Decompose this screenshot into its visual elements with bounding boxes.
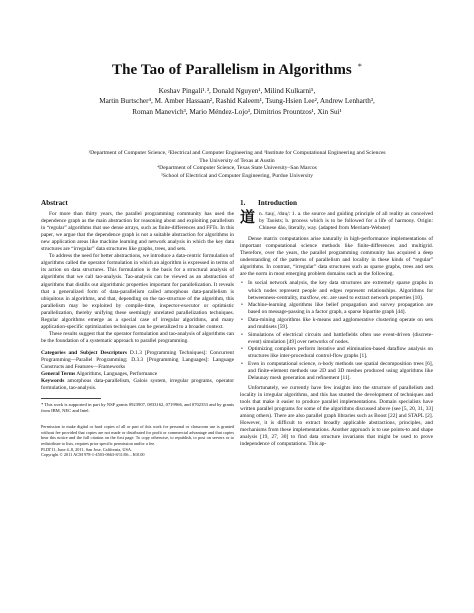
right-column [240, 200, 433, 449]
list-item: • Data-mining algorithms like k-means and agglomerative clustering operate on sets and multisets [59]. [248, 317, 433, 331]
intro-heading [240, 200, 433, 207]
affiliation-line: ¹Department of Computer Science, ²Electrical and Computer Engineering and ³Institute for Computational Engineering and Sciences [88, 150, 386, 156]
section-number: 1. [240, 199, 246, 207]
affiliation-line: ⁴Department of Computer Science, Texas State University–San Marcos [157, 165, 317, 172]
affiliation-line: The University of Texas at Austin [199, 157, 275, 164]
terms-line [41, 371, 234, 378]
affiliation-list [40, 150, 434, 180]
keywords-line [41, 378, 234, 392]
abstract-heading: Abstract [41, 199, 68, 207]
list-item: • Simulations of electrical circuits and battlefields often use event-driven (discrete-event) simulation [49] over networks of nodes. [248, 332, 433, 346]
list-item: • Machine-learning algorithms like belief propagation and survey propagation are based on message-passing in a factor graph, a sparse bipartite graph [44]. [248, 302, 433, 316]
permission-block [41, 424, 234, 458]
keywords-heading: Keywords [41, 378, 65, 385]
list-item: • In social network analysis, the key data structures are extremely sparse graphs in which nodes represent people and edges represent relationships. Algorithms for betweenness-centrality, maxflow, etc. are used to extract network properties [10]. [248, 280, 433, 301]
categories-block [41, 350, 234, 392]
author-line: Martin Burtscher⁴, M. Amber Hassaan², Rashid Kaleem¹, Tsung-Hsien Lee², Andrew Lenharth³, [99, 97, 375, 106]
copyright-line: Copyright © 2011 ACM 978-1-4503-0663-8/11/06... $10.00 [41, 452, 145, 458]
abstract-paragraph: These results suggest that the operator formulation and tao-analysis of algorithms can be the foundation of a systematic approach to parallel programming. [41, 330, 234, 344]
affiliation-line: ⁵School of Electrical and Computer Engineering, Purdue University [160, 172, 313, 179]
list-item: • Even in computational science, n-body methods use spatial decomposition trees [6], and finite-element methods use 2D and 3D meshes produced using algorithms like Delaunay mesh generation and refinement [11]. [248, 361, 433, 382]
left-column [41, 200, 234, 458]
categories-text: D.1.3 [Programming Techniques]: Concurrent Programming—Parallel Programming; D.3.3 [Programming Languages]: Language Constructs and Features—Frameworks [41, 349, 234, 371]
footnote-rule [41, 398, 101, 399]
terms-text: Algorithms, Languages, Performance [76, 371, 158, 378]
intro-paragraph: Unfortunately, we currently have few insights into the structure of parallelism and locality in irregular algorithms, and this has stunted the development of techniques and tools that make it easier to produce parallel implementations. Domain specialists have written parallel programs for some of the algorithms discussed above (see [5, 20, 31, 33] among others). There are also parallel graph libraries such as Boost [22] and STAPL [2]. However, it is difficult to extract broadly applicable abstractions, principles, and mechanisms from these implementations. Another approach is to use points-to and shape analysis [19, 27, 30] to find data structure invariants that might be used to prove independence of computations. This ap- [240, 385, 433, 448]
categories-heading: Categories and Subject Descriptors [41, 349, 127, 356]
funding-footnote: * This work is supported in part by NSF grants 0923907, 0833162, 0719966, and 0702353 and by grants from IBM, NEC and Intel. [41, 402, 234, 414]
author-line: Roman Manevich³, Mario Méndez-Lojo³, Dimitrios Prountzos¹, Xin Sui¹ [132, 107, 342, 116]
keywords-text: amorphous data-parallelism, Galois system, irregular programs, operator formulation, tao-analysis. [41, 378, 234, 392]
categories-line [41, 350, 234, 371]
list-item: • Optimizing compilers perform iterative and elimination-based dataflow analysis on structures like inter-procedural control-flow graphs [1]. [248, 346, 433, 360]
title-footnote-mark: * [357, 62, 362, 71]
conference-line: PLDI'11, June 4–8, 2011, San Jose, California, USA. [41, 446, 133, 452]
domain-list [240, 280, 433, 382]
paper-title [0, 62, 474, 79]
author-list [40, 86, 434, 117]
section-title: Introduction [258, 199, 298, 207]
abstract-paragraph: For more than thirty years, the parallel programming community has used the dependence graph as the main abstraction for reasoning about and exploiting parallelism in “regular” algorithms that use dense arrays, such as finite-differences and FFTs. In this paper, we argue that the dependence graph is not a suitable abstraction for algorithms in new application areas like machine learning and network analysis in which the key data structures are “irregular” data structures like graphs, trees, and sets. [41, 211, 234, 253]
intro-paragraph: Dense matrix computations arise naturally in high-performance implementations of important computational science methods like finite-differences and multigrid. Therefore, over the years, the parallel programming community has acquired a deep understanding of the patterns of parallelism and locality in these kinds of “regular” algorithms. In contrast, “irregular” data structures such as sparse graphs, trees and sets are the norm in most emerging problem domains such as the following. [240, 236, 433, 278]
title-text: The Tao of Parallelism in Algorithms [112, 62, 352, 78]
tao-definition [240, 211, 433, 232]
definition-text: n. /tau̯/, /dɑu̯/: 1. a. the source and guiding principle of all reality as conceived by Taoists; b. process which is to be followed for a life of harmony. Origin: Chinese dào, literally, way. (adapted from Merriam-Webster) [259, 211, 433, 232]
tao-character: 道 [240, 210, 256, 227]
author-line: Keshav Pingali¹˒³, Donald Nguyen¹, Milind Kulkarni⁵, [158, 87, 316, 95]
permission-text: Permission to make digital or hard copies of all or part of this work for personal or classroom use is granted without fee provided that copies are not made or distributed for profit or commercial advantage and that copies bear this notice and the full citation on the first page. To copy otherwise, to republish, to post on servers or to redistribute to lists, requires prior specific permission and/or a fee. [41, 424, 234, 446]
terms-heading: General Terms [41, 371, 76, 378]
abstract-paragraph: To address the need for better abstractions, we introduce a data-centric formulation of algorithms called the operator formulation in which an algorithm is expressed in terms of its action on data structures. This formulation is the basis for a structural analysis of algorithms that we call tao-analysis. Tao-analysis can be viewed as an abstraction of algorithms that distills out algorithmic properties important for parallelization. It reveals that a generalized form of data-parallelism called amorphous data-parallelism is ubiquitous in algorithms, and that, depending on the tao-structure of the algorithm, this parallelism may be exploited by compile-time, inspector-executor or optimistic parallelization, thereby unifying these seemingly unrelated parallelization techniques. Regular algorithms emerge as a special case of irregular algorithms, and many application-specific optimization techniques can be generalized to a broader context. [41, 253, 234, 330]
